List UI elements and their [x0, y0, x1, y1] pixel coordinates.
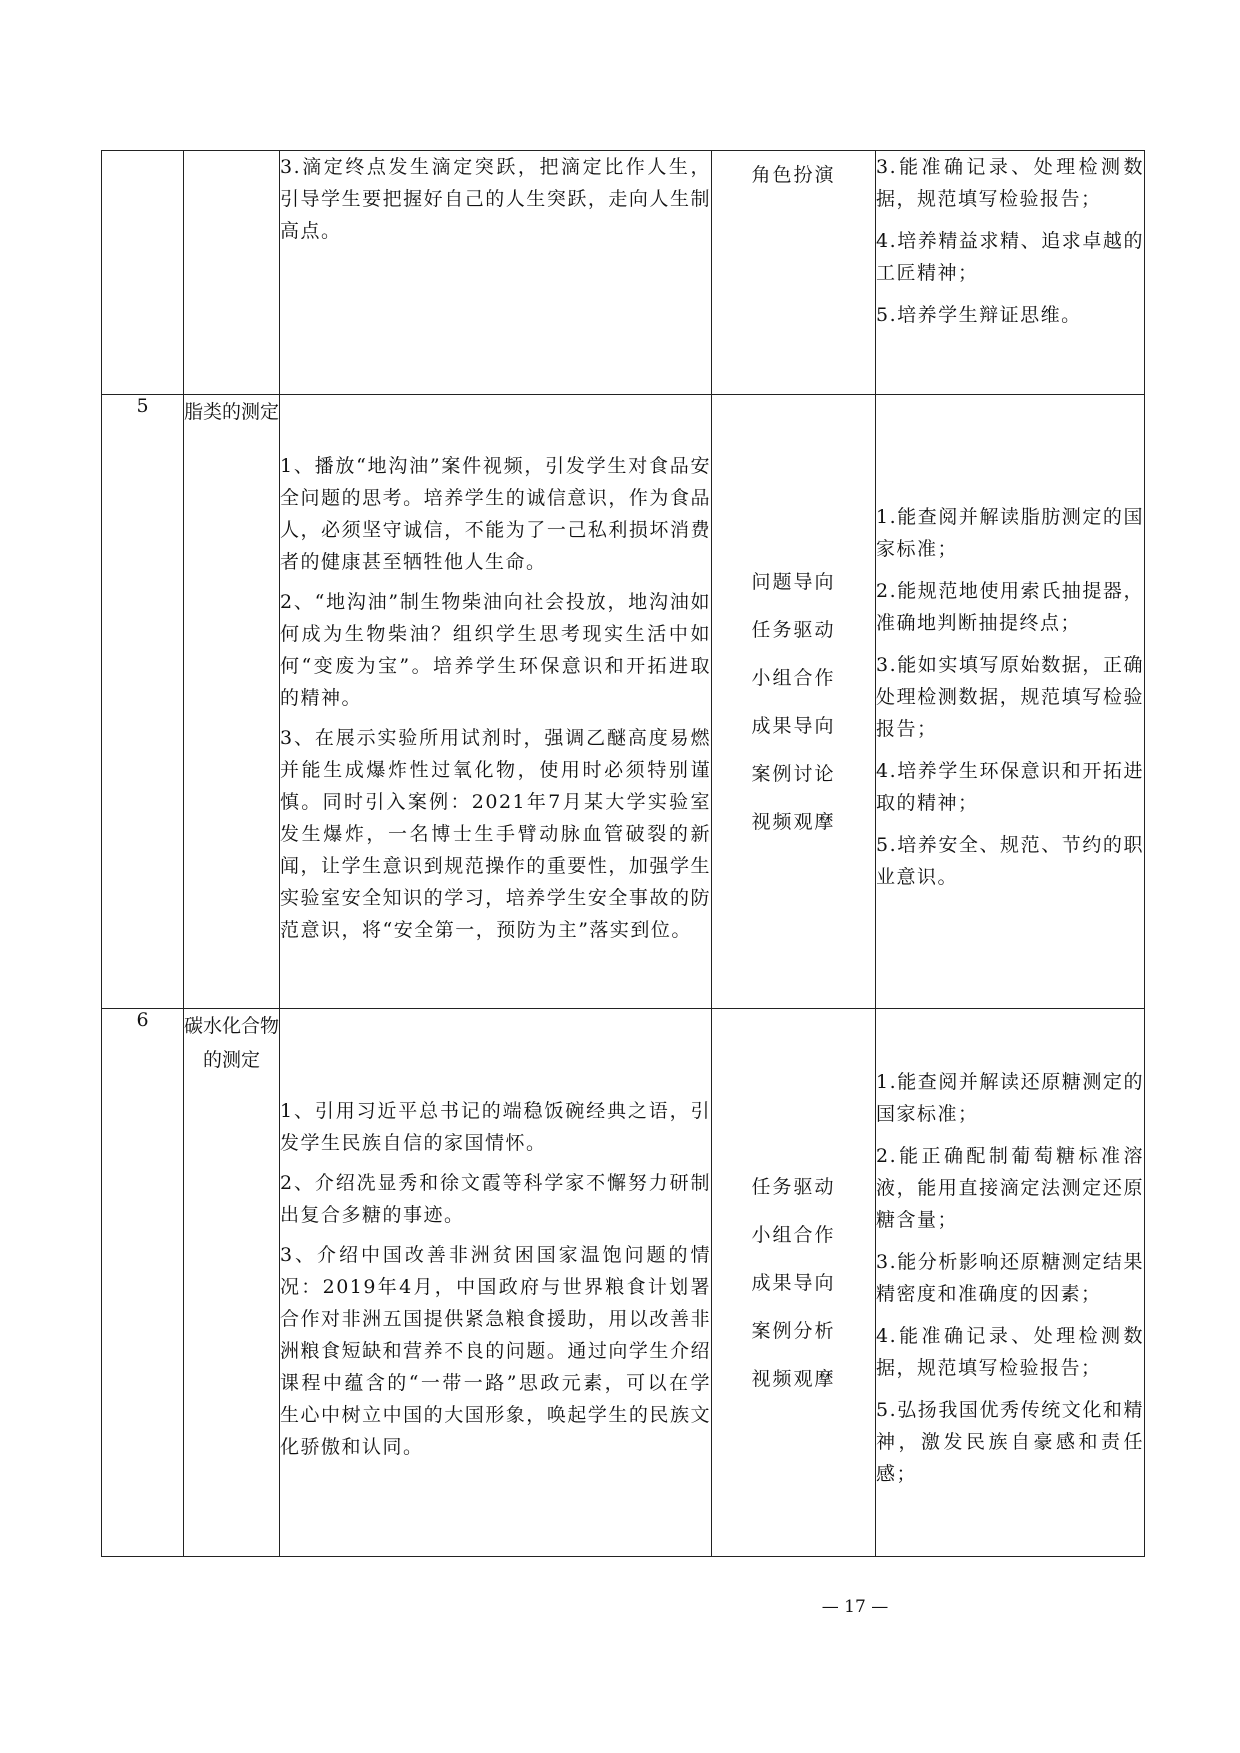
page-number — [0, 1597, 1240, 1617]
goal-item: 3.能如实填写原始数据，正确处理检测数据，规范填写检验报告； — [876, 653, 1144, 740]
method-item: 成果导向 — [751, 714, 836, 737]
method-item: 视频观摩 — [751, 1367, 836, 1390]
method-item: 案例讨论 — [751, 762, 836, 785]
table-row — [102, 151, 1145, 395]
content-paragraph: 1、引用习近平总书记的端稳饭碗经典之语，引发学生民族自信的家国情怀。 — [280, 1099, 711, 1154]
goal-item: 1.能查阅并解读还原糖测定的国家标准； — [876, 1070, 1144, 1125]
goal-item: 5.培养安全、规范、节约的职业意识。 — [876, 833, 1144, 888]
method-item: 成果导向 — [751, 1271, 836, 1294]
teaching-methods — [712, 395, 876, 1009]
learning-goals — [876, 395, 1145, 1009]
module-name: 碳水化合物的测定 — [184, 1009, 280, 1557]
goal-item: 5.弘扬我国优秀传统文化和精神，激发民族自豪感和责任感； — [876, 1398, 1144, 1485]
goal-item: 3.能分析影响还原糖测定结果精密度和准确度的因素； — [876, 1250, 1144, 1305]
teaching-methods — [712, 1009, 876, 1557]
method-item: 小组合作 — [751, 666, 836, 689]
goal-item: 2.能规范地使用索氏抽提器，准确地判断抽提终点； — [876, 579, 1144, 634]
course-table-container — [101, 150, 1144, 1557]
content-paragraph: 2、介绍冼显秀和徐文霞等科学家不懈努力研制出复合多糖的事迹。 — [280, 1171, 711, 1226]
row-number — [102, 151, 184, 395]
ideological-content — [280, 395, 712, 1009]
method-item: 案例分析 — [751, 1319, 836, 1342]
learning-goals — [876, 1009, 1145, 1557]
content-paragraph: 2、“地沟油”制生物柴油向社会投放，地沟油如何成为生物柴油？组织学生思考现实生活中如何“变废为宝”。培养学生环保意识和开拓进取的精神。 — [280, 590, 711, 709]
table-row — [102, 395, 1145, 1009]
row-number: 6 — [102, 1009, 184, 1557]
method-item: 角色扮演 — [751, 164, 836, 186]
learning-goals — [876, 151, 1145, 395]
course-table — [101, 150, 1145, 1557]
table-row — [102, 1009, 1145, 1557]
goal-item: 2.能正确配制葡萄糖标准溶液，能用直接滴定法测定还原糖含量； — [876, 1144, 1144, 1231]
ideological-content — [280, 151, 712, 395]
page-number-text: — 17 — — [821, 1597, 889, 1617]
method-item: 小组合作 — [751, 1223, 836, 1246]
content-paragraph: 1、播放“地沟油”案件视频，引发学生对食品安全问题的思考。培养学生的诚信意识，作为食品人，必须坚守诚信，不能为了一己私利损坏消费者的健康甚至牺牲他人生命。 — [280, 454, 711, 573]
goal-item: 1.能查阅并解读脂肪测定的国家标准； — [876, 505, 1144, 560]
teaching-methods — [712, 151, 876, 395]
method-item: 任务驱动 — [751, 1175, 836, 1198]
method-item: 问题导向 — [751, 570, 836, 593]
method-item: 视频观摩 — [751, 810, 836, 833]
goal-item: 5.培养学生辩证思维。 — [876, 304, 1082, 326]
module-name: 脂类的测定 — [184, 395, 280, 1009]
content-paragraph: 3.滴定终点发生滴定突跃，把滴定比作人生，引导学生要把握好自己的人生突跃，走向人生制高点。 — [280, 156, 711, 242]
row-number: 5 — [102, 395, 184, 1009]
ideological-content — [280, 1009, 712, 1557]
goal-item: 4.能准确记录、处理检测数据，规范填写检验报告； — [876, 1324, 1144, 1379]
content-paragraph: 3、介绍中国改善非洲贫困国家温饱问题的情况：2019年4月，中国政府与世界粮食计划署合作对非洲五国提供紧急粮食援助，用以改善非洲粮食短缺和营养不良的问题。通过向学生介绍课程中蕴含的“一带一路”思政元素，可以在学生心中树立中国的大国形象，唤起学生的民族文化骄傲和认同。 — [280, 1243, 711, 1458]
content-paragraph: 3、在展示实验所用试剂时，强调乙醚高度易燃并能生成爆炸性过氧化物，使用时必须特别谨慎。同时引入案例：2021年7月某大学实验室发生爆炸，一名博士生手臂动脉血管破裂的新闻，让学生意识到规范操作的重要性，加强学生实验室安全知识的学习，培养学生安全事故的防范意识，将“安全第一，预防为主”落实到位。 — [280, 726, 711, 941]
goal-item: 3.能准确记录、处理检测数据，规范填写检验报告； — [876, 156, 1144, 210]
goal-item: 4.培养精益求精、追求卓越的工匠精神； — [876, 230, 1144, 284]
goal-item: 4.培养学生环保意识和开拓进取的精神； — [876, 759, 1144, 814]
module-name — [184, 151, 280, 395]
method-item: 任务驱动 — [751, 618, 836, 641]
